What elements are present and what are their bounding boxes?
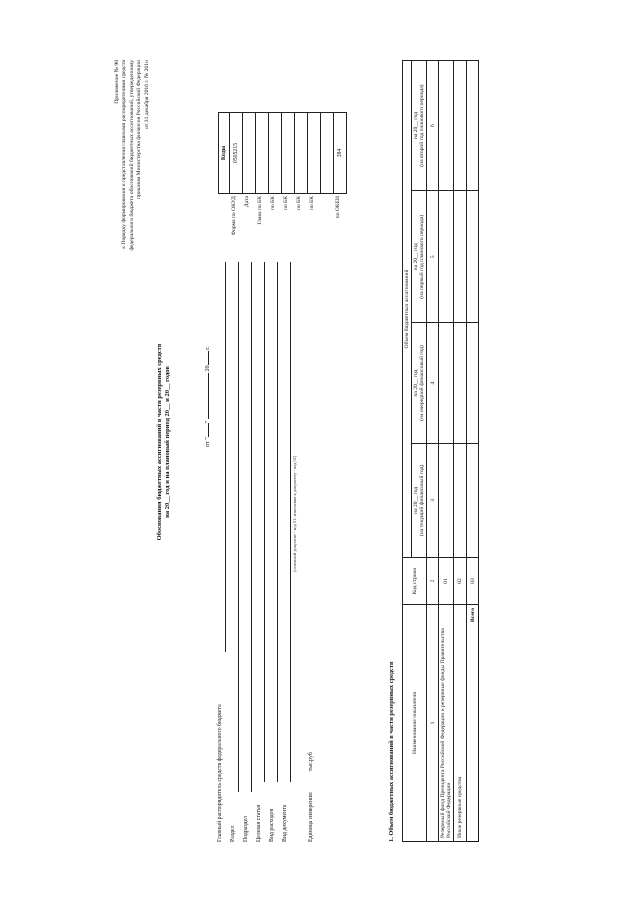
table-row	[454, 61, 467, 842]
table-row	[439, 61, 454, 842]
field-label-expense-type: Вид расходов	[269, 808, 275, 842]
rotated-form	[110, 52, 530, 852]
field-label-gr: Главный распорядитель средств федерального бюджета	[217, 704, 223, 842]
field-line-target[interactable]	[264, 262, 265, 782]
code-label-okei: по ОКЕИ	[335, 196, 341, 219]
field-line-gr[interactable]	[225, 262, 226, 652]
total-row	[467, 61, 479, 842]
col-num: 1	[427, 605, 439, 842]
code-bk-value[interactable]	[308, 113, 321, 194]
date-year-prefix: 20	[204, 365, 211, 372]
codes-table	[218, 112, 347, 194]
field-label-subsection: Подраздел	[243, 816, 249, 842]
code-label-bk: по БК	[309, 196, 315, 211]
unit-value: тыс.руб	[308, 752, 314, 772]
col-num: 3	[427, 443, 439, 557]
col-header-group: Объем бюджетных ассигнований	[403, 61, 412, 558]
col-3-year: на 20__ год	[413, 486, 419, 514]
value-cell[interactable]	[454, 191, 467, 323]
col-4-year: на 20__ год	[413, 369, 419, 397]
col-header-6	[412, 61, 427, 191]
field-label-empty	[292, 704, 305, 842]
code-bk-value[interactable]	[295, 113, 308, 194]
document-title	[156, 292, 172, 592]
field-label-target: Целевая статья	[256, 804, 262, 842]
left-field-labels	[214, 704, 318, 842]
code-bk-value[interactable]	[269, 113, 282, 194]
section-1-title: 1. Объем бюджетных ассигнований в части резервных средств	[388, 661, 395, 842]
col-6-year: на 20__ год	[413, 112, 419, 140]
code-date-value[interactable]	[243, 113, 256, 194]
value-cell[interactable]	[439, 191, 454, 323]
col-header-4	[412, 323, 427, 443]
value-cell[interactable]	[454, 443, 467, 557]
value-cell[interactable]	[454, 61, 467, 191]
col-3-desc: (на текущий финансовый год)	[419, 464, 425, 537]
total-label: Всего	[467, 605, 479, 842]
field-line-section[interactable]	[238, 262, 239, 792]
code-label-bk: по БК	[296, 196, 302, 211]
col-header-3	[412, 443, 427, 557]
value-cell[interactable]	[439, 61, 454, 191]
row-code: 02	[454, 558, 467, 605]
appendix-line: к Порядку формирования и представления главными распорядителями средств	[121, 60, 128, 249]
date-row	[202, 346, 211, 447]
row-name: Резервный фонд Президента Российской Федерации и резервные фонды Правительства Российской Федерации	[439, 605, 454, 842]
row-name: Иные резервные средства	[454, 605, 467, 842]
code-empty-value[interactable]	[321, 113, 334, 194]
col-num: 2	[427, 558, 439, 605]
day-blank[interactable]	[202, 420, 211, 437]
appendix-line: федерального бюджета обоснований бюджетных ассигнований, утвержденному	[128, 60, 135, 251]
code-bk-value[interactable]	[282, 113, 295, 194]
code-label-bk: по БК	[270, 196, 276, 211]
codes-labels	[228, 196, 345, 235]
code-label-glava: Глава по БК	[257, 196, 263, 225]
field-line-doctype[interactable]	[290, 262, 291, 782]
col-header-name: Наименование показателя	[403, 605, 427, 842]
field-line-expense[interactable]	[277, 262, 278, 782]
field-line-subsection[interactable]	[251, 262, 252, 792]
row-code: 01	[439, 558, 454, 605]
col-header-code: Код строки	[403, 558, 427, 605]
code-label-empty	[319, 196, 332, 235]
col-header-5	[412, 191, 427, 323]
field-label-unit-row	[305, 704, 318, 842]
col-5-desc: (на первый год планового периода)	[419, 214, 425, 299]
date-prefix: от "	[204, 437, 211, 447]
appendix-line: приказом Министерства финансов Российской Федерации	[136, 60, 143, 200]
col-6-desc: (на второй год планового периода)	[419, 84, 425, 167]
field-label-unit: Единица измерения:	[308, 791, 314, 842]
value-cell[interactable]	[439, 443, 454, 557]
date-suffix: г.	[204, 346, 211, 350]
title-line-1: Обоснования бюджетных ассигнований в части резервных средств	[156, 343, 163, 541]
value-cell[interactable]	[467, 191, 479, 323]
codes-header: Коды	[219, 113, 230, 194]
doc-type-hint: (основной документ - код 01; изменения к документу - код 02)	[292, 455, 297, 572]
col-num: 4	[427, 323, 439, 443]
code-okei-value[interactable]: 384	[334, 113, 347, 194]
col-num: 6	[427, 61, 439, 191]
col-4-desc: (на очередной финансовый год)	[419, 345, 425, 421]
code-label-date: Дата	[244, 196, 250, 208]
title-line-2: на 20__ год и на плановый период 20__ и 20__ годов	[164, 366, 171, 518]
column-numbers-row	[427, 61, 439, 842]
allocations-table	[402, 60, 479, 842]
total-code: 03	[467, 558, 479, 605]
appendix-number: Приложение № 90	[114, 60, 120, 104]
value-cell[interactable]	[439, 323, 454, 443]
date-quote: "	[204, 420, 211, 424]
year-blank[interactable]	[202, 351, 209, 365]
code-label-bk: по БК	[283, 196, 289, 211]
appendix-note	[114, 60, 151, 251]
value-cell[interactable]	[467, 443, 479, 557]
value-cell[interactable]	[467, 323, 479, 443]
col-5-year: на 20__ год	[413, 243, 419, 271]
col-num: 5	[427, 191, 439, 323]
code-glava-value[interactable]	[256, 113, 269, 194]
value-cell[interactable]	[467, 61, 479, 191]
appendix-line: от 31 декабря 2016 г. № 261н	[143, 60, 150, 129]
code-okud-value[interactable]: 0505215	[230, 113, 243, 194]
field-label-section: Раздел	[230, 825, 236, 842]
month-blank[interactable]	[202, 373, 209, 419]
value-cell[interactable]	[454, 323, 467, 443]
code-label-okud: Форма по ОКУД	[231, 196, 237, 236]
field-label-doc-type: Вид документа	[282, 804, 288, 842]
